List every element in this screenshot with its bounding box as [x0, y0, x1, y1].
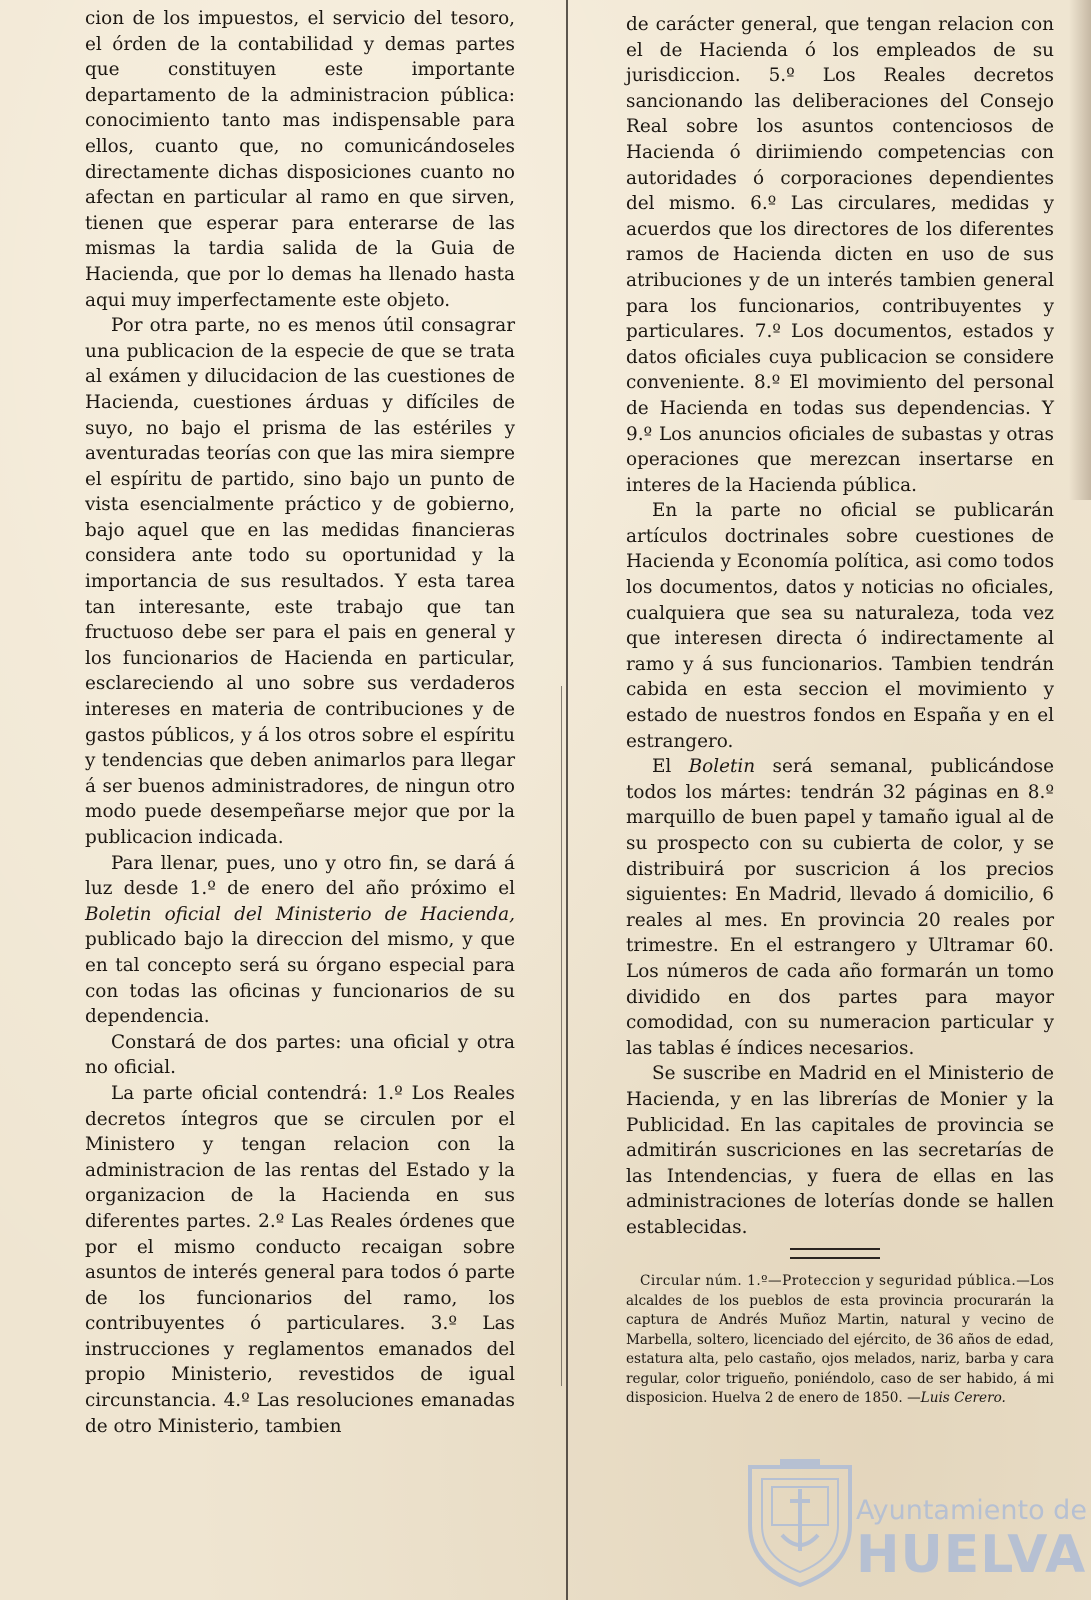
left-paragraph-3-end: publicado bajo la direccion del mismo, y que en tal concepto será su órgano especial para con todas las oficinas y funcionarios de su dependencia. — [85, 929, 515, 1028]
right-paragraph-3-start: El — [652, 756, 672, 778]
circular-signature: Luis Cerero. — [920, 1390, 1006, 1406]
right-paragraph-2: En la parte no oficial se publicarán artículos doctrinales sobre cuestiones de Hacienda y Economía política, asi como todos los documentos, datos y noticias no oficiales, cualquiera que sea su naturaleza, toda vez que interesen directa ó indirectamente al ramo y á sus funcionarios. Tambien tendrán cabida en esta seccion el movimiento y estado de nuestros fondos en España y en el estrangero. — [626, 500, 1055, 752]
right-paragraph-4: Se suscribe en Madrid en el Ministerio de Hacienda, y en las librerías de Monier y la Publicidad. En las capitales de provincia se admitirán suscriciones en las secretarías de las Intendencias, y fuera de ellas en las administraciones de loterías donde se hallen establecidas. — [626, 1063, 1054, 1238]
boletin-title-italic: Boletin oficial del Ministerio de Hacienda, — [85, 903, 515, 925]
circular-body: —Los alcaldes de los pueblos de esta provincia procurarán la captura de Andrés Muñoz Martin, natural y vecino de Marbella, soltero, licenciado del ejército, de 36 años de edad, estatura alta, pelo castaño, ojos melados, nariz, barba y cara regular, color trigueño, poniéndolo, caso de ser habido, á mi disposicion. Huelva 2 de enero de 1850. — — [626, 1273, 1054, 1406]
boletin-word-italic: Boletin — [688, 756, 756, 778]
right-text-column — [626, 12, 1054, 1241]
circular-paragraph — [626, 1272, 1054, 1409]
left-paragraph-1: cion de los impuestos, el servicio del tesoro, el órden de la contabilidad y demas partes que constituyen este importante departamento de la administracion pública: conocimiento tanto mas indispensable para ellos, cuanto que, no comunicándoseles directamente dichas disposiciones cuanto no afectan en particular al ramo en que sirven, tienen que esperar para enterarse de las mismas la tardia salida de la Guia de Hacienda, que por lo demas ha llenado hasta aqui muy imperfectamente este objeto. — [85, 8, 515, 311]
circular-heading: Circular núm. 1.º—Proteccion y seguridad pública. — [640, 1273, 1017, 1289]
left-paragraph-2: Por otra parte, no es menos útil consagrar una publicacion de la especie de que se trata al exámen y dilucidacion de las cuestiones de Hacienda, cuestiones árduas y difíciles de suyo, no bajo el prisma de las estériles y aventuradas teorías con que las mira siempre el espíritu de partido, sino bajo un punto de vista esencialmente práctico y de gobierno, bajo aquel que en las medidas financieras considera ante todo su oportunidad y la importancia de sus resultados. Y esta tarea tan interesante, este trabajo que tan fructuoso debe ser para el pais en general y los funcionarios de Hacienda en particular, esclareciendo al uno sobre sus verdaderos intereses en materia de contribuciones y de gastos públicos, y á los otros sobre el espíritu y tendencias que deben animarlos para llegar á ser buenos administradores, de ningun otro modo puede desempeñarse mejor que por la publicacion indicada. — [85, 315, 515, 848]
circular-notice — [626, 1272, 1054, 1409]
right-paragraph-3 — [626, 754, 1054, 1061]
left-paragraph-4: Constará de dos partes: una oficial y otra no oficial. — [85, 1031, 515, 1079]
huelva-seal-icon — [740, 1455, 860, 1590]
watermark-line-2: HUELVA — [856, 1525, 1087, 1585]
right-paragraph-3-end: será semanal, publicándose todos los mártes: tendrán 32 páginas en 8.º marquillo de buen papel y tamaño igual al de su prospecto con su cubierta de color, y se distribuirá por suscricion á los precios siguientes: En Madrid, llevado á domicilio, 6 reales al mes. En provincia 20 reales por trimestre. En el estrangero y Ultramar 60. Los números de cada año formarán un tomo dividido en dos partes para mayor comodidad, con su numeracion particular y las tablas é índices necesarios. — [626, 756, 1054, 1059]
watermark-line-1: Ayuntamiento de — [856, 1495, 1087, 1526]
left-paragraph-3 — [85, 851, 515, 1030]
page-edge-shadow — [1069, 0, 1091, 500]
left-paragraph-5: La parte oficial contendrá: 1.º Los Reales decretos íntegros que se circulen por el Ministero y tengan relacion con la administracion de las rentas del Estado y la organizacion de la Hacienda en sus diferentes partes. 2.º Las Reales órdenes que por el mismo conducto recaigan sobre asuntos de interés general para todos ó parte de los funcionarios del ramo, los contribuyentes ó particulares. 3.º Las instrucciones y reglamentos emanados del propio Ministerio, revestidos de igual circunstancia. 4.º Las resoluciones emanadas de otro Ministerio, tambien — [85, 1082, 515, 1437]
archive-watermark — [740, 1455, 1087, 1590]
left-text-column — [85, 6, 515, 1439]
left-paragraph-3-start: Para llenar, pues, uno y otro fin, se dará á luz desde 1.º de enero del año próximo el — [85, 852, 515, 900]
right-paragraph-1: de carácter general, que tengan relacion con el de Hacienda ó los empleados de su jurisdiccion. 5.º Los Reales decretos sancionando las deliberaciones del Consejo Real sobre los asuntos contenciosos de Hacienda ó diriimiendo competencias con autoridades ó corporaciones dependientes del mismo. 6.º Las circulares, medidas y acuerdos que los directores de los diferentes ramos de Hacienda dicten en uso de sus atribuciones y de un interés tambien general para los funcionarios, contribuyentes y particulares. 7.º Los documentos, estados y datos oficiales cuya publicacion se considere conveniente. 8.º El movimiento del personal de Hacienda en todas sus dependencias. Y 9.º Los anuncios oficiales de subastas y otras operaciones que merezcan insertarse en interes de la Hacienda pública. — [626, 14, 1054, 496]
column-divider-secondary — [561, 686, 562, 1386]
column-divider — [566, 0, 568, 1600]
section-separator-rule — [790, 1248, 880, 1259]
